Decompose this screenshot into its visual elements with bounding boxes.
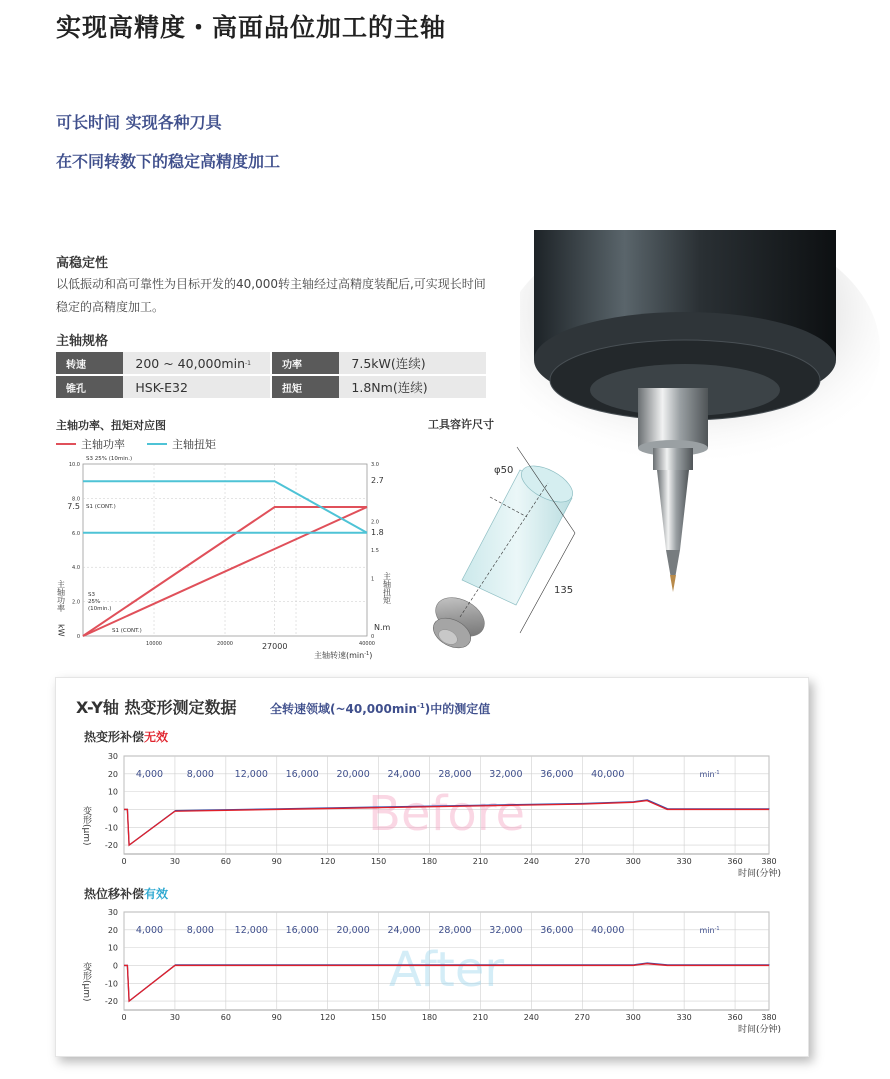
- spec-table: [56, 352, 488, 400]
- thermal-subtitle-end: )中的测定值: [424, 702, 491, 716]
- speed-label: 16,000: [285, 768, 319, 780]
- watermark-text: Before: [368, 786, 525, 842]
- speed-unit-text: min: [699, 925, 715, 935]
- thermal-x-tick: 210: [472, 857, 489, 866]
- spindle-illustration: [520, 230, 890, 610]
- thermal-x-tick: 300: [625, 857, 641, 866]
- left-axis-label: 主轴功率: [56, 580, 66, 612]
- right-tick-label: 3.0: [371, 462, 379, 468]
- left-tick-label: 7.5: [67, 502, 80, 511]
- after-label-prefix: 热位移补偿: [84, 887, 145, 901]
- speed-label: 32,000: [489, 924, 523, 936]
- power-chart-right-ticks: [371, 462, 384, 640]
- after-label-status: 有效: [144, 887, 169, 901]
- thermal-y-tick: -20: [104, 997, 118, 1007]
- speed-label: 40,000: [591, 924, 625, 936]
- spec-value-speed-text: 200 ~ 40,000min: [135, 355, 245, 371]
- thermal-y-tick: 10: [107, 787, 118, 797]
- thermal-x-label: 时间(分钟): [737, 1025, 781, 1035]
- thermal-x-tick: 150: [370, 857, 387, 866]
- before-label-status: 无效: [144, 730, 169, 744]
- legend-torque-swatch: [147, 443, 167, 445]
- thermal-x-tick: 360: [727, 857, 743, 866]
- thermal-y-tick: -20: [104, 841, 118, 851]
- spec-label-speed: 转速: [56, 352, 123, 374]
- s3-bottom-label-3: (10min.): [88, 606, 112, 612]
- stability-title: 高稳定性: [56, 256, 109, 271]
- x-axis-label: [314, 650, 372, 660]
- s3-bottom-label-1: S3: [88, 592, 95, 598]
- right-tick-label: 1: [371, 576, 375, 583]
- left-tick-label: 6.0: [72, 530, 80, 537]
- thermal-x-tick: 180: [421, 1013, 438, 1022]
- spec-value-power: 7.5kW(连续): [339, 352, 486, 374]
- legend-torque-label: 主轴扭矩: [172, 438, 216, 451]
- speed-label: 32,000: [489, 768, 523, 780]
- power-chart-left-ticks: [67, 462, 80, 640]
- thermal-y-tick: 10: [107, 943, 118, 953]
- speed-label: 28,000: [438, 924, 472, 936]
- left-axis-unit: kW: [56, 624, 66, 637]
- thermal-y-label: 变形(μm): [81, 962, 91, 1002]
- left-tick-label: 8.0: [72, 496, 80, 503]
- s1-top-label: S1 (CONT.): [86, 504, 116, 510]
- speed-label: 16,000: [285, 924, 319, 936]
- thermal-x-tick: 0: [121, 1013, 127, 1022]
- before-label: [84, 728, 168, 745]
- thermal-y-tick: 0: [112, 961, 118, 971]
- s3-top-label: S3 25% (10min.): [86, 456, 133, 462]
- thermal-x-tick: 180: [421, 857, 438, 866]
- spec-row: [56, 352, 488, 374]
- speed-label: 8,000: [186, 768, 214, 780]
- power-torque-chart: [56, 452, 396, 667]
- thermal-x-tick: 60: [220, 857, 231, 866]
- right-tick-label: 0: [371, 634, 375, 640]
- left-tick-label: 0: [76, 634, 80, 640]
- speed-label: 36,000: [540, 924, 574, 936]
- spec-value-speed: [123, 352, 270, 374]
- speed-unit-sup: -1: [714, 925, 720, 932]
- right-axis-label: 主轴扭矩: [382, 572, 392, 604]
- thermal-y-label: 变形(μm): [81, 806, 91, 846]
- right-tick-label: 1.5: [371, 548, 379, 554]
- watermark-text: After: [388, 942, 505, 998]
- speed-label: 20,000: [336, 768, 370, 780]
- thermal-x-tick: 300: [625, 1013, 641, 1022]
- collet-nut: [653, 448, 693, 470]
- thermal-x-tick: 30: [169, 1013, 181, 1022]
- spec-label-torque: 扭矩: [272, 376, 339, 398]
- speed-label: 24,000: [387, 924, 421, 936]
- thermal-y-tick: -10: [104, 823, 118, 833]
- after-plot: [66, 902, 806, 1040]
- speed-label: 40,000: [591, 768, 625, 780]
- x-tick-label: 27000: [261, 642, 288, 651]
- thermal-x-tick: 90: [271, 1013, 282, 1022]
- thermal-y-tick: 30: [107, 752, 118, 761]
- legend-power: [56, 436, 125, 452]
- x-tick-label: 40000: [359, 641, 375, 647]
- spec-label-taper: 锥孔: [56, 376, 123, 398]
- tool-cutting-edge: [670, 575, 676, 592]
- left-tick-label: 4.0: [72, 565, 80, 572]
- length-label: 135: [554, 585, 574, 596]
- power-chart-title: 主轴功率、扭矩对应图: [56, 419, 166, 432]
- thermal-x-tick: 210: [472, 1013, 489, 1022]
- speed-label: 36,000: [540, 768, 574, 780]
- s3-bottom-label-2: 25%: [88, 599, 101, 605]
- thermal-x-tick: 90: [271, 857, 282, 866]
- subheading-tools: 可长时间 实现各种刀具: [56, 113, 222, 132]
- right-tick-label: 2.7: [371, 476, 384, 486]
- thermal-x-tick: 120: [320, 857, 336, 866]
- speed-label: 8,000: [186, 924, 214, 936]
- thermal-subtitle-text: 全转速领域(~40,000min: [270, 702, 418, 716]
- before-plot: [66, 746, 806, 884]
- tool-body: [657, 470, 689, 550]
- thermal-x-tick: 380: [761, 1013, 777, 1022]
- thermal-x-tick: 270: [574, 1013, 590, 1022]
- thermal-x-tick: 270: [574, 857, 590, 866]
- thermal-subtitle-sup: -1: [417, 702, 425, 710]
- spec-value-torque: 1.8Nm(连续): [339, 376, 486, 398]
- legend-torque: [147, 436, 216, 452]
- stability-description: 以低振动和高可靠性为目标开发的40,000转主轴经过高精度装配后,可实现长时间稳定的高精度加工。: [56, 277, 486, 314]
- thermal-y-tick: 20: [107, 925, 118, 935]
- s1-bottom-label: S1 (CONT.): [112, 628, 142, 634]
- thermal-x-tick: 330: [676, 857, 692, 866]
- speed-label: 28,000: [438, 768, 472, 780]
- spec-value-taper: HSK-E32: [123, 376, 270, 398]
- thermal-y-tick: 20: [107, 769, 118, 779]
- thermal-x-tick: 380: [761, 857, 777, 866]
- thermal-x-tick: 240: [523, 1013, 540, 1022]
- x-axis-label-sup: -1: [364, 651, 370, 657]
- speed-label: 24,000: [387, 768, 421, 780]
- x-axis-label-text: 主轴转速(min: [314, 651, 365, 660]
- x-axis-label-close: ): [369, 651, 373, 660]
- thermal-x-tick: 120: [320, 1013, 336, 1022]
- spec-value-speed-sup: -1: [245, 359, 251, 367]
- thermal-x-tick: 330: [676, 1013, 692, 1022]
- thermal-x-tick: 30: [169, 857, 181, 866]
- speed-label: 4,000: [135, 924, 164, 936]
- subheading-precision: 在不同转数下的稳定高精度加工: [56, 152, 281, 171]
- thermal-y-tick: 0: [112, 805, 118, 815]
- tool-holder: [638, 388, 708, 448]
- legend-power-swatch: [56, 443, 76, 445]
- speed-unit-text: min: [699, 769, 715, 779]
- thermal-x-tick: 150: [370, 1013, 387, 1022]
- spec-label-power: 功率: [272, 352, 339, 374]
- speed-label: 12,000: [234, 924, 268, 936]
- thermal-data-panel: [55, 677, 809, 1057]
- power-chart-legend: [56, 436, 216, 452]
- thermal-subtitle: [270, 700, 490, 717]
- right-axis-unit: N.m: [374, 623, 391, 632]
- speed-unit-sup: -1: [714, 769, 720, 776]
- left-tick-label: 2.0: [72, 599, 80, 606]
- spec-title: 主轴规格: [56, 334, 109, 349]
- after-label: [84, 885, 168, 902]
- x-tick-label: 20000: [217, 641, 233, 647]
- before-label-prefix: 热变形补偿: [84, 730, 145, 744]
- power-chart-x-ticks: [146, 641, 375, 651]
- thermal-x-tick: 60: [220, 1013, 231, 1022]
- thermal-x-tick: 240: [523, 857, 540, 866]
- right-tick-label: 2.0: [371, 519, 379, 526]
- thermal-x-tick: 360: [727, 1013, 743, 1022]
- spec-row: [56, 376, 488, 398]
- speed-label: 12,000: [234, 768, 268, 780]
- legend-power-label: 主轴功率: [81, 438, 125, 451]
- thermal-y-tick: -10: [104, 979, 118, 989]
- left-tick-label: 10.0: [68, 462, 80, 468]
- page-title: 实现高精度・高面品位加工的主轴: [56, 13, 447, 42]
- tool-size-title: 工具容许尺寸: [428, 418, 494, 431]
- diameter-label: φ50: [494, 465, 514, 476]
- speed-label: 20,000: [336, 924, 370, 936]
- right-tick-label: 1.8: [371, 527, 384, 537]
- thermal-y-tick: 30: [107, 908, 118, 917]
- speed-label: 4,000: [135, 768, 164, 780]
- thermal-title: X-Y轴 热变形测定数据: [76, 698, 237, 717]
- thermal-x-tick: 0: [121, 857, 127, 866]
- thermal-x-label: 时间(分钟): [737, 869, 781, 879]
- x-tick-label: 10000: [146, 641, 162, 647]
